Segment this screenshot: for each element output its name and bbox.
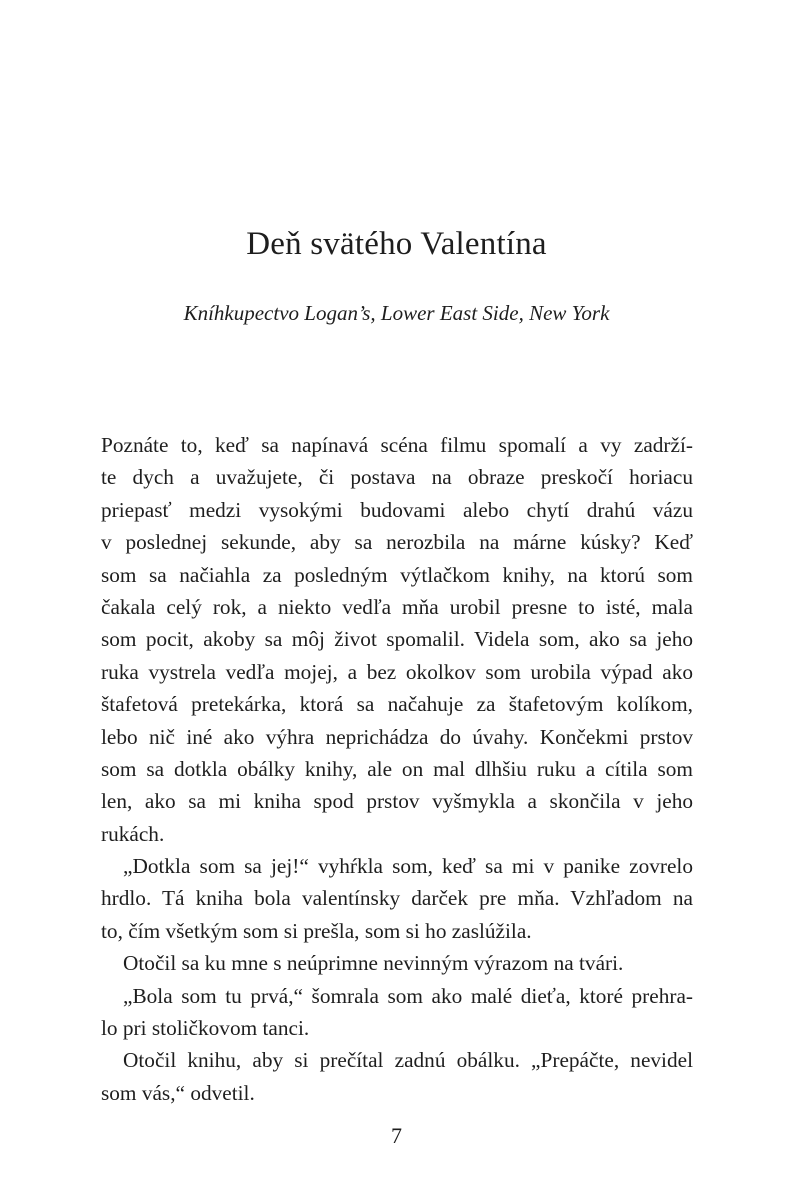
text-line: ruka vystrela vedľa mojej, a bez okolkov som urobila výpad ako [101,659,693,684]
paragraph [101,850,693,947]
text-line: to, čím všetkým som si prešla, som si ho zaslúžila. [101,918,532,943]
text-line: Otočil sa ku mne s neúprimne nevinným výrazom na tvári. [123,951,624,976]
text-line: som vás,“ odvetil. [101,1080,255,1105]
paragraph [101,947,693,979]
chapter-title: Deň svätého Valentína [246,226,547,262]
text-line: Otočil knihu, aby si prečítal zadnú obálku. „Prepáčte, nevidel [123,1048,693,1073]
text-line: štafetová pretekárka, ktorá sa načahuje za štafetovým kolíkom, [101,692,693,717]
text-line: hrdlo. Tá kniha bola valentínsky darček pre mňa. Vzhľadom na [101,886,693,911]
paragraph [101,429,693,850]
text-line: čakala celý rok, a niekto vedľa mňa urobil presne to isté, mala [101,594,693,619]
text-line: rukách. [101,821,165,846]
text-line: te dych a uvažujete, či postava na obraze preskočí horiacu [101,465,693,490]
text-line: „Bola som tu prvá,“ šomrala som ako malé dieťa, ktoré prehra- [123,983,693,1008]
text-line: som sa dotkla obálky knihy, ale on mal dlhšiu ruku a cítila som [101,756,693,781]
text-line: „Dotkla som sa jej!“ vyhŕkla som, keď sa mi v panike zovrelo [123,854,693,879]
text-line: som sa načiahla za posledným výtlačkom knihy, na ktorú som [101,562,693,587]
text-line: Poznáte to, keď sa napínavá scéna filmu spomalí a vy zadrží- [101,433,693,457]
text-line: len, ako sa mi kniha spod prstov vyšmykla a skončila v jeho [101,789,693,814]
text-line: priepasť medzi vysokými budovami alebo chytí drahú vázu [101,497,693,522]
text-line: lo pri stoličkovom tanci. [101,1016,310,1041]
body-text [101,429,693,1109]
chapter-location-subtitle: Kníhkupectvo Logan’s, Lower East Side, New York [183,301,610,325]
text-line: lebo nič iné ako výhra neprichádza do úvahy. Končekmi prstov [101,724,693,749]
text-line: som pocit, akoby sa môj život spomalil. Videla som, ako sa jeho [101,627,693,652]
text-line: v poslednej sekunde, aby sa nerozbila na márne kúsky? Keď [101,530,693,555]
page-number: 7 [391,1123,402,1148]
paragraph [101,980,693,1045]
paragraph [101,1044,693,1109]
